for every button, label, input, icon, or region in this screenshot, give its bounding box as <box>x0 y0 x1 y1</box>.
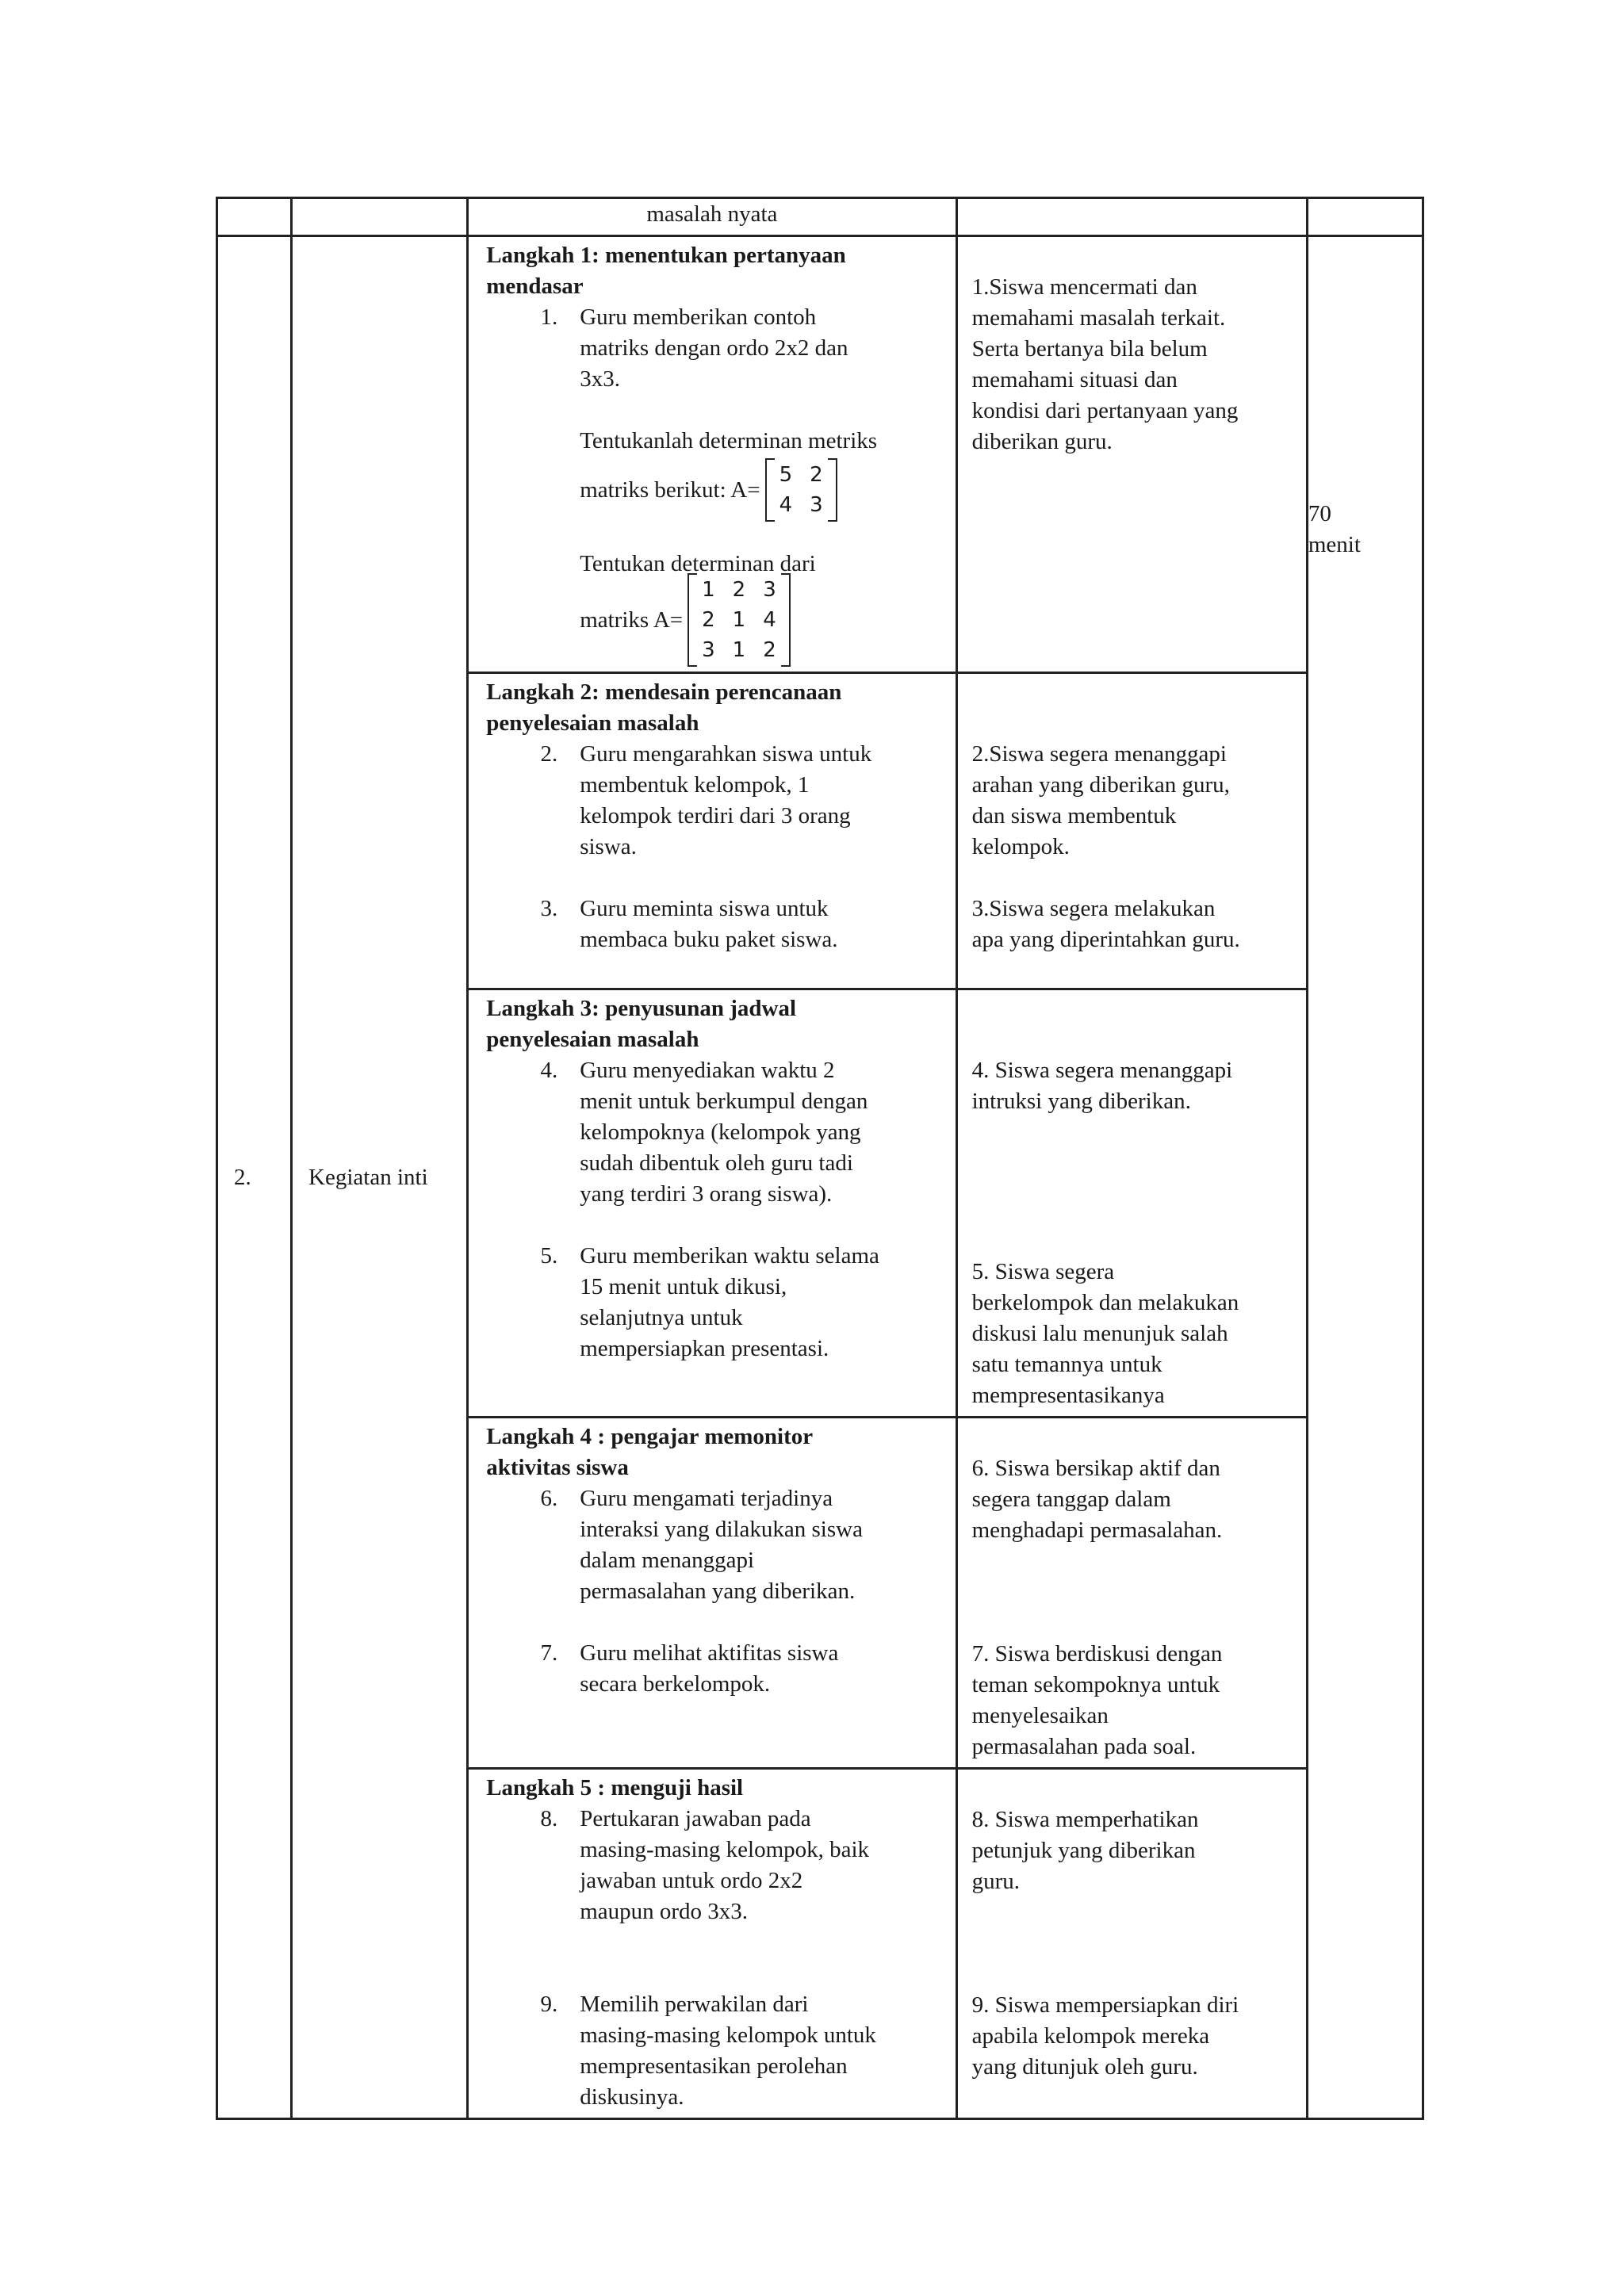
cell-step-3-student: 4. Siswa segera menanggapi intruksi yang diberikan. 5. Siswa segera berkelompok dan melakukan diskusi lalu menunjuk salah satu temannya untuk mempresentasikanya <box>956 989 1307 1418</box>
matrix-cell: 2 <box>732 578 746 602</box>
cell-step-2-teacher <box>468 673 956 989</box>
list-item: 9. Memilih perwakilan dari masing-masing kelompok untuk mempresentasikan perolehan diskusinya. <box>540 1992 876 2110</box>
step-5-title: Langkah 5 : menguji hasil <box>486 1775 744 1800</box>
matrix-3x3-line: matriks A= 1 2 3 2 1 4 3 1 2 <box>580 573 944 667</box>
step-4-title: Langkah 4 : pengajar memonitor aktivitas siswa <box>486 1424 814 1480</box>
matrix-cell: 1 <box>702 578 715 602</box>
cell-time: 70 menit <box>1307 236 1423 2119</box>
matrix-cell: 4 <box>779 493 793 517</box>
list-item: 4. Guru menyediakan waktu 2 menit untuk berkumpul dengan kelompoknya (kelompok yang sudah dibentuk oleh guru tadi yang terdiri 3 orang siswa). <box>540 1058 868 1207</box>
matrix-cell: 5 <box>779 463 793 487</box>
matrix-cell: 1 <box>732 638 746 662</box>
step-2-title: Langkah 2: mendesain perencanaan penyelesaian masalah <box>486 679 842 736</box>
cell-empty <box>956 198 1307 236</box>
matrix-cell: 4 <box>763 608 776 632</box>
cell-step-2-student: 2.Siswa segera menanggapi arahan yang diberikan guru, dan siswa membentuk kelompok. 3.Siswa segera melakukan apa yang diperintahkan guru. <box>956 673 1307 989</box>
cell-activity: Kegiatan inti <box>292 236 468 2119</box>
cell-step-4-teacher <box>468 1418 956 1769</box>
cell-step-4-student: 6. Siswa bersikap aktif dan segera tanggap dalam menghadapi permasalahan. 7. Siswa berdiskusi dengan teman sekompoknya untuk menyelesaikan permasalahan pada soal. <box>956 1418 1307 1769</box>
matrix-cell: 2 <box>810 463 823 487</box>
cell-empty <box>292 198 468 236</box>
matrix-cell: 3 <box>763 578 776 602</box>
cell-number: 2. <box>217 236 292 2119</box>
lesson-plan-table <box>216 197 1424 2120</box>
list-item: 1. Guru memberikan contoh matriks dengan ordo 2x2 dan 3x3. Tentukanlah determinan metriks matriks berikut: A= 5 2 4 3 Tentukan determinan dari matriks A= 1 2 3 2 1 4 3 1 2 <box>486 302 944 667</box>
list-item: 8. Pertukaran jawaban pada masing-masing kelompok, baik jawaban untuk ordo 2x2 maupun ordo 3x3. <box>540 1806 870 1924</box>
matrix-2x2-line: matriks berikut: A= 5 2 4 3 <box>580 458 944 522</box>
list-item: 2. Guru mengarahkan siswa untuk membentuk kelompok, 1 kelompok terdiri dari 3 orang siswa. <box>540 741 872 859</box>
list-item: 5. Guru memberikan waktu selama 15 menit untuk dikusi, selanjutnya untuk mempersiapkan presentasi. <box>540 1243 879 1361</box>
table-row-step-1 <box>217 236 1423 673</box>
cell-step-5-teacher <box>468 1769 956 2119</box>
matrix-cell: 2 <box>702 608 715 632</box>
cell-empty <box>1307 198 1423 236</box>
step-1-title: Langkah 1: menentukan pertanyaan mendasar <box>486 243 846 299</box>
matrix-cell: 1 <box>732 608 746 632</box>
cell-continued-text: masalah nyata <box>468 198 956 236</box>
matrix-cell: 3 <box>810 493 823 517</box>
matrix-2x2 <box>765 458 837 522</box>
cell-step-5-student: 8. Siswa memperhatikan petunjuk yang diberikan guru. 9. Siswa mempersiapkan diri apabila kelompok mereka yang ditunjuk oleh guru. <box>956 1769 1307 2119</box>
matrix-3x3 <box>688 573 791 667</box>
step-3-title: Langkah 3: penyusunan jadwal penyelesaian masalah <box>486 996 797 1052</box>
matrix-cell: 2 <box>763 638 776 662</box>
list-item: 7. Guru melihat aktifitas siswa secara berkelompok. <box>540 1640 839 1697</box>
cell-empty <box>217 198 292 236</box>
list-item: 3. Guru meminta siswa untuk membaca buku paket siswa. <box>540 896 838 952</box>
matrix-cell: 3 <box>702 638 715 662</box>
cell-step-1-teacher <box>468 236 956 673</box>
cell-step-3-teacher <box>468 989 956 1418</box>
cell-step-1-student: 1.Siswa mencermati dan memahami masalah terkait. Serta bertanya bila belum memahami situasi dan kondisi dari pertanyaan yang diberikan guru. <box>956 236 1307 673</box>
list-item: 6. Guru mengamati terjadinya interaksi yang dilakukan siswa dalam menanggapi permasalahan yang diberikan. <box>540 1486 863 1604</box>
table-row-continuation <box>217 198 1423 236</box>
